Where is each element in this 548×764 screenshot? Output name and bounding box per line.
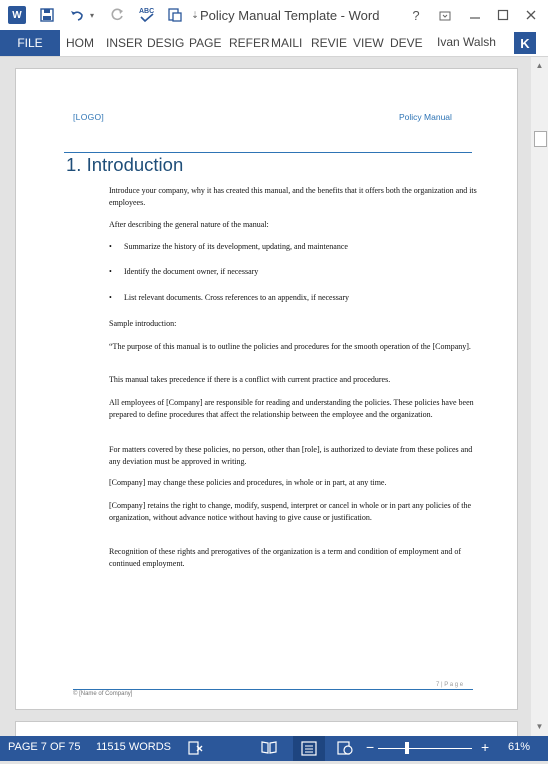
tab-mailings[interactable]: MAILI [271, 36, 303, 50]
help-icon[interactable]: ? [412, 7, 420, 23]
footer-company: © [Name of Company] [73, 691, 133, 697]
word-count[interactable]: 11515 WORDS [96, 741, 171, 753]
paragraph: [Company] retains the right to change, modify, suspend, interpret or cancel in whole or in part any policies of the organization, without advance notice without having to give cause or justification. [109, 501, 472, 522]
page-count[interactable]: PAGE 7 OF 75 [8, 741, 81, 753]
tab-page-layout[interactable]: PAGE [189, 36, 222, 50]
bullet-item: Summarize the history of its development, updating, and maintenance [124, 242, 348, 251]
section-heading: 1. Introduction [66, 154, 184, 175]
close-icon[interactable] [520, 4, 542, 26]
bullet-item: Identify the document owner, if necessary [124, 267, 259, 276]
word-app-icon[interactable]: W [8, 6, 26, 24]
print-layout-icon[interactable] [293, 736, 325, 761]
tab-review[interactable]: REVIE [311, 36, 348, 50]
user-name[interactable]: Ivan Walsh [437, 35, 496, 49]
proofing-icon[interactable] [188, 740, 204, 759]
scroll-up-icon[interactable]: ▲ [535, 61, 544, 70]
restore-icon[interactable] [434, 4, 456, 26]
undo-dropdown-icon[interactable]: ▾ [89, 10, 94, 20]
logo-placeholder: [LOGO] [73, 112, 105, 122]
next-page[interactable] [15, 721, 518, 736]
avatar[interactable]: K [514, 32, 536, 54]
customize-icon[interactable]: ⇣ [191, 9, 199, 20]
web-layout-icon[interactable] [337, 740, 353, 759]
document-page[interactable] [15, 68, 518, 710]
paragraph: For matters covered by these policies, no person, other than [role], is authorized to deviate from these polices and any deviation must be approved in writing. [109, 445, 473, 466]
bullet-item: List relevant documents. Cross references to an appendix, if necessary [124, 293, 350, 302]
spelling-icon[interactable] [137, 6, 157, 24]
tab-home[interactable]: HOM [66, 36, 94, 50]
scroll-down-icon[interactable]: ▼ [535, 722, 544, 731]
document-area [0, 57, 531, 736]
bullet-marker: • [109, 267, 112, 276]
tab-view[interactable]: VIEW [353, 36, 384, 50]
paragraph: This manual takes precedence if there is a conflict with current practice and procedures. [109, 375, 391, 384]
undo-icon[interactable] [68, 6, 86, 24]
ribbon-tabs [0, 30, 548, 57]
redo-icon[interactable] [108, 6, 126, 24]
paragraph: Sample introduction: [109, 319, 177, 328]
paragraph: [Company] may change these policies and procedures, in whole or in part, at any time. [109, 478, 387, 487]
zoom-slider-thumb[interactable] [405, 742, 409, 754]
zoom-in-button[interactable]: + [481, 739, 490, 755]
paragraph: Recognition of these rights and prerogatives of the organization is a term and condition of employment and of continued employment. [109, 547, 461, 568]
status-bar [0, 736, 548, 761]
touch-mode-icon[interactable] [166, 6, 184, 24]
tab-developer[interactable]: DEVE [390, 36, 423, 50]
read-mode-icon[interactable] [261, 740, 277, 757]
paragraph: After describing the general nature of the manual: [109, 220, 269, 229]
zoom-slider[interactable] [378, 748, 472, 749]
heading-rule [64, 152, 472, 153]
svg-text:ABC: ABC [139, 8, 155, 15]
zoom-out-button[interactable]: − [366, 739, 375, 755]
scroll-thumb[interactable] [534, 131, 547, 147]
zoom-level[interactable]: 61% [508, 741, 531, 753]
tab-file[interactable]: FILE [0, 30, 60, 56]
bullet-marker: • [109, 242, 112, 251]
paragraph: “The purpose of this manual is to outline the policies and procedures for the smooth operation of the [Company]. [109, 342, 471, 351]
footer-rule [73, 689, 473, 690]
bullet-marker: • [109, 293, 112, 302]
vertical-scrollbar[interactable] [531, 57, 548, 736]
window-title: Policy Manual Template - Word [200, 8, 380, 23]
page-header-title: Policy Manual [399, 112, 452, 122]
save-icon[interactable] [38, 6, 56, 24]
paragraph: Introduce your company, why it has created this manual, and the benefits that it offers both the organization and its employees. [109, 186, 477, 207]
tab-insert[interactable]: INSER [106, 36, 143, 50]
minimize-icon[interactable] [464, 4, 486, 26]
tab-design[interactable]: DESIG [147, 36, 185, 50]
footer-page-number: 7 | P a g e [436, 682, 464, 688]
title-bar [0, 0, 548, 30]
paragraph: All employees of [Company] are responsible for reading and understanding the policies. These policies have been prepared to define procedures that affect the relationship between the employee and the organization. [109, 398, 474, 419]
maximize-icon[interactable] [492, 4, 514, 26]
tab-references[interactable]: REFER [229, 36, 270, 50]
